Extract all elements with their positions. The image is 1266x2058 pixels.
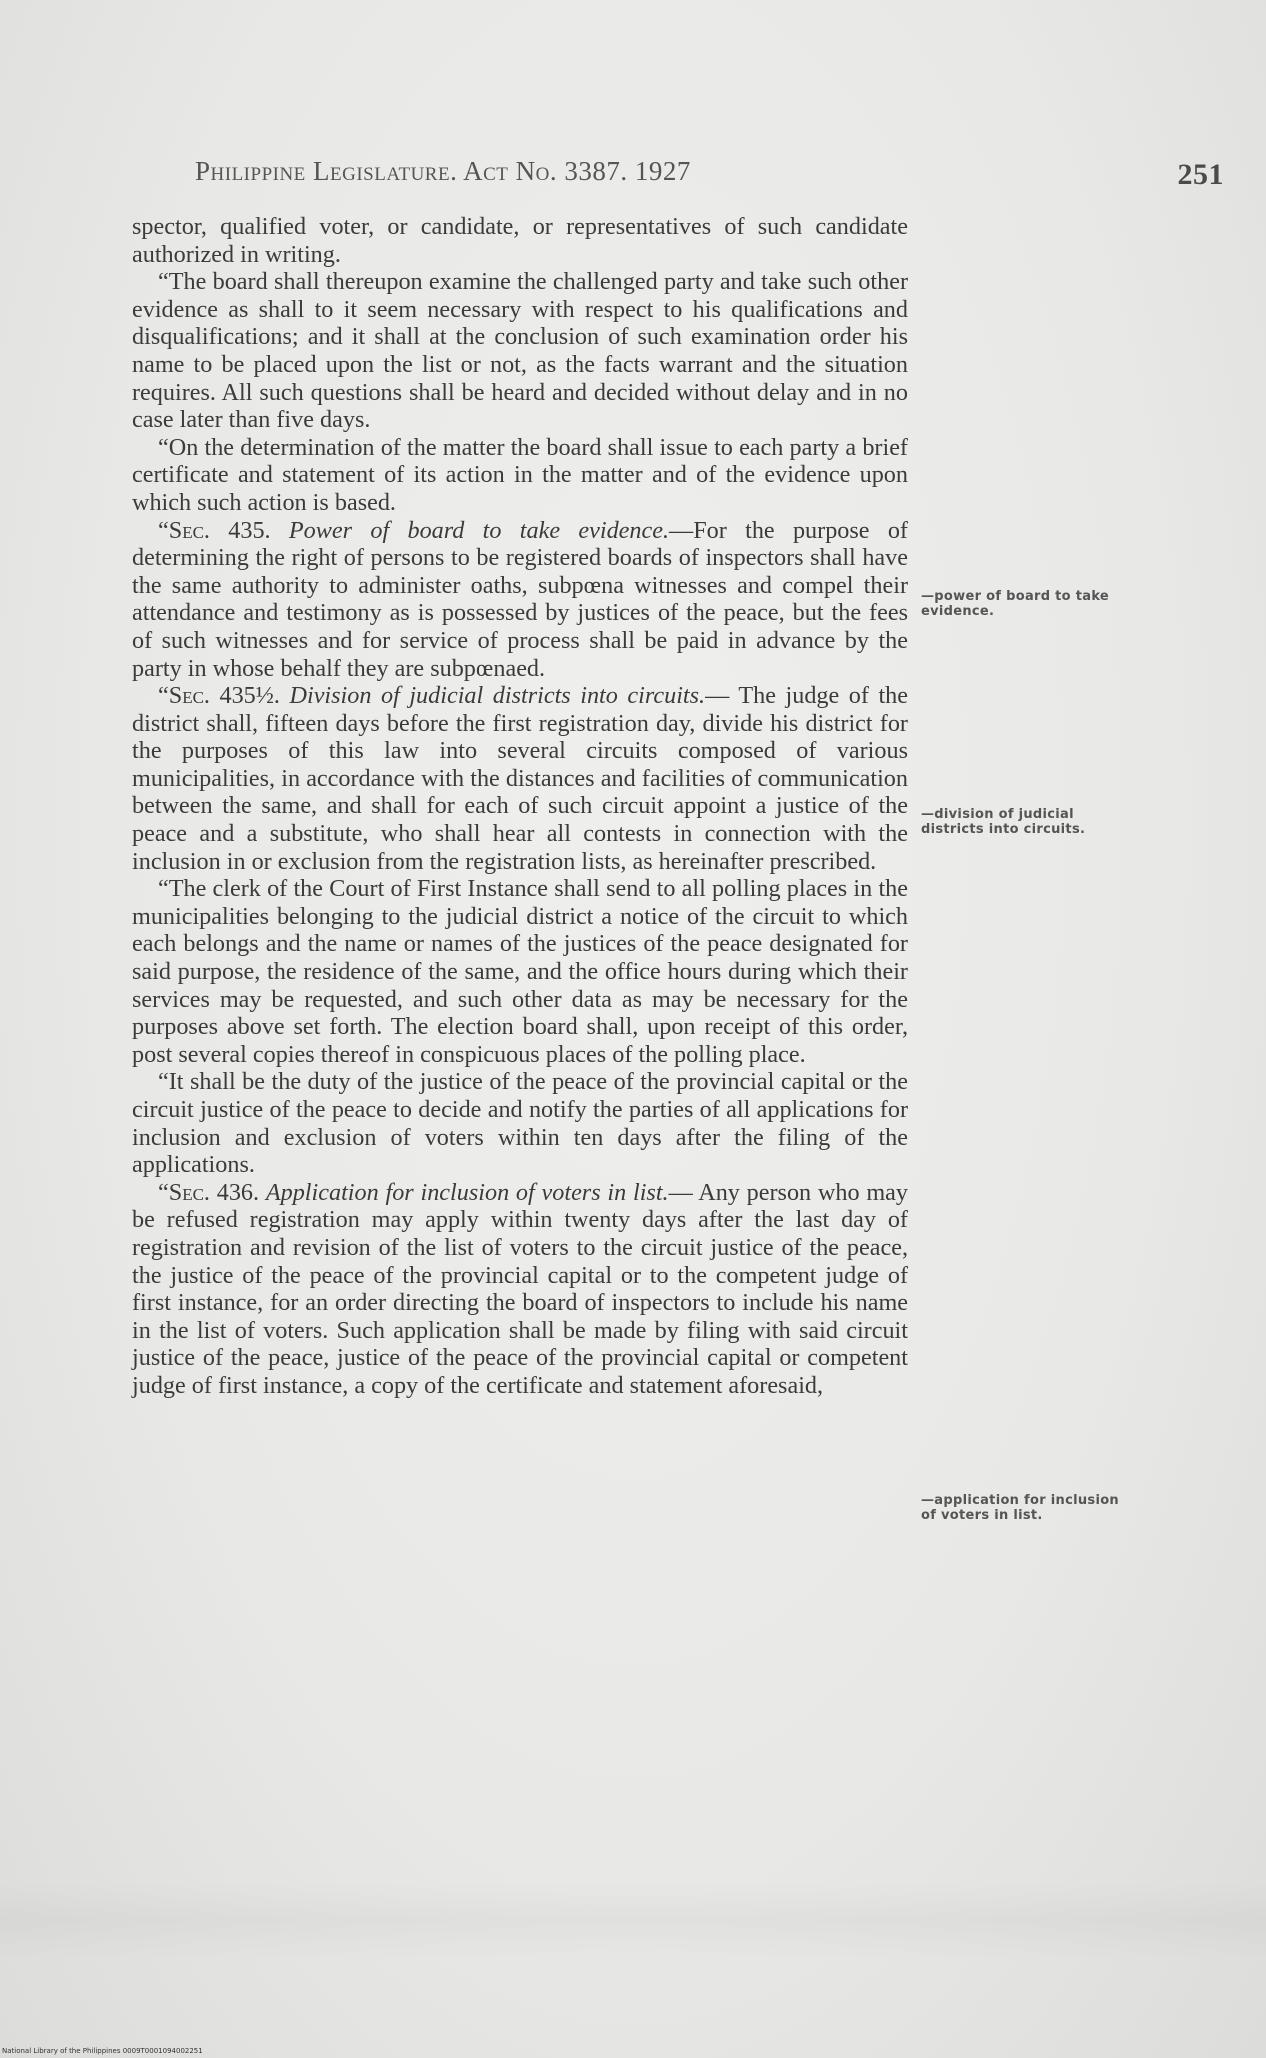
paragraph: “It shall be the duty of the justice of the peace of the provincial capital or the circuit justice of the peace to decide and notify the parties of all applications for inclusion and exclusion of voters within ten days after the filing of the applications. <box>132 1068 908 1179</box>
section-435 <box>132 517 908 683</box>
paragraph: “The board shall thereupon examine the challenged party and take such other evidence as shall to it seem necessary with respect to his qualifications and disqualifications; and it shall at the conclusion of such examination order his name to be placed upon the list or not, as the facts warrant and the situation requires. All such questions shall be heard and decided without delay and in no case later than five days. <box>132 268 908 434</box>
margin-note-division-of-districts: —division of judicial districts into circuits. <box>921 807 1086 837</box>
section-text: — Any person who may be refused registration may apply within twenty days after the last day of registration and revision of the list of voters to the circuit justice of the peace, the justice of the peace of the provincial capital or to the competent judge of first instance, for an order directing the board of inspectors to include his name in the list of voters. Such application shall be made by filing with said circuit justice of the peace, justice of the peace of the provincial capital or competent judge of first instance, a copy of the certificate and statement aforesaid, <box>132 1178 908 1399</box>
section-number: “Sec. 435. <box>158 516 271 544</box>
margin-note-power-of-board: —power of board to take evidence. <box>921 589 1110 619</box>
section-text: — The judge of the district shall, fifteen days before the first registration day, divide his district for the purposes of this law into several circuits composed of various municipalities, in accordance with the distances and facilities of communication between the same, and shall for each of such circuit appoint a justice of the peace and a substitute, who shall hear all contests in connection with the inclusion in or exclusion from the registration lists, as hereinafter prescribed. <box>132 682 908 875</box>
section-435-half <box>132 682 908 875</box>
section-number: “Sec. 435½. <box>158 682 280 710</box>
section-text: —For the purpose of determining the right of persons to be registered boards of inspectors shall have the same authority to administer oaths, subpœna witnesses and compel their attendance and testimony as is possessed by justices of the peace, but the fees of such witnesses and for service of process shall be paid in advance by the party in whose behalf they are subpœnaed. <box>132 516 908 682</box>
section-title: Application for inclusion of voters in list. <box>265 1178 669 1206</box>
running-header <box>195 150 1235 200</box>
body-text <box>132 213 908 1400</box>
section-title: Power of board to take evidence. <box>288 516 670 544</box>
page-number: 251 <box>1177 158 1224 191</box>
paragraph: spector, qualified voter, or candidate, or representatives of such candidate authorized in writing. <box>132 213 908 268</box>
paragraph: “On the determination of the matter the board shall issue to each party a brief certificate and statement of its action in the matter and of the evidence upon which such action is based. <box>132 433 908 516</box>
scan-credit: National Library of the Philippines 0009T0001094002251 <box>2 2047 203 2055</box>
paragraph: “The clerk of the Court of First Instance shall send to all polling places in the municipalities belonging to the judicial district a notice of the circuit to which each belongs and the name or names of the justices of the peace designated for said purpose, the residence of the same, and the office hours during which their services may be requested, and such other data as may be necessary for the purposes above set forth. The election board shall, upon receipt of this order, post several copies thereof in conspicuous places of the polling place. <box>132 875 908 1068</box>
header-title: Philippine Legislature. Act No. 3387. 1927 <box>195 156 691 186</box>
section-436 <box>132 1179 908 1400</box>
margin-note-application-for-inclusion: —application for inclusion of voters in list. <box>921 1493 1119 1523</box>
section-number: “Sec. 436. <box>158 1178 260 1206</box>
scan-shading <box>0 1880 1266 1960</box>
section-title: Division of judicial districts into circuits. <box>289 682 706 710</box>
